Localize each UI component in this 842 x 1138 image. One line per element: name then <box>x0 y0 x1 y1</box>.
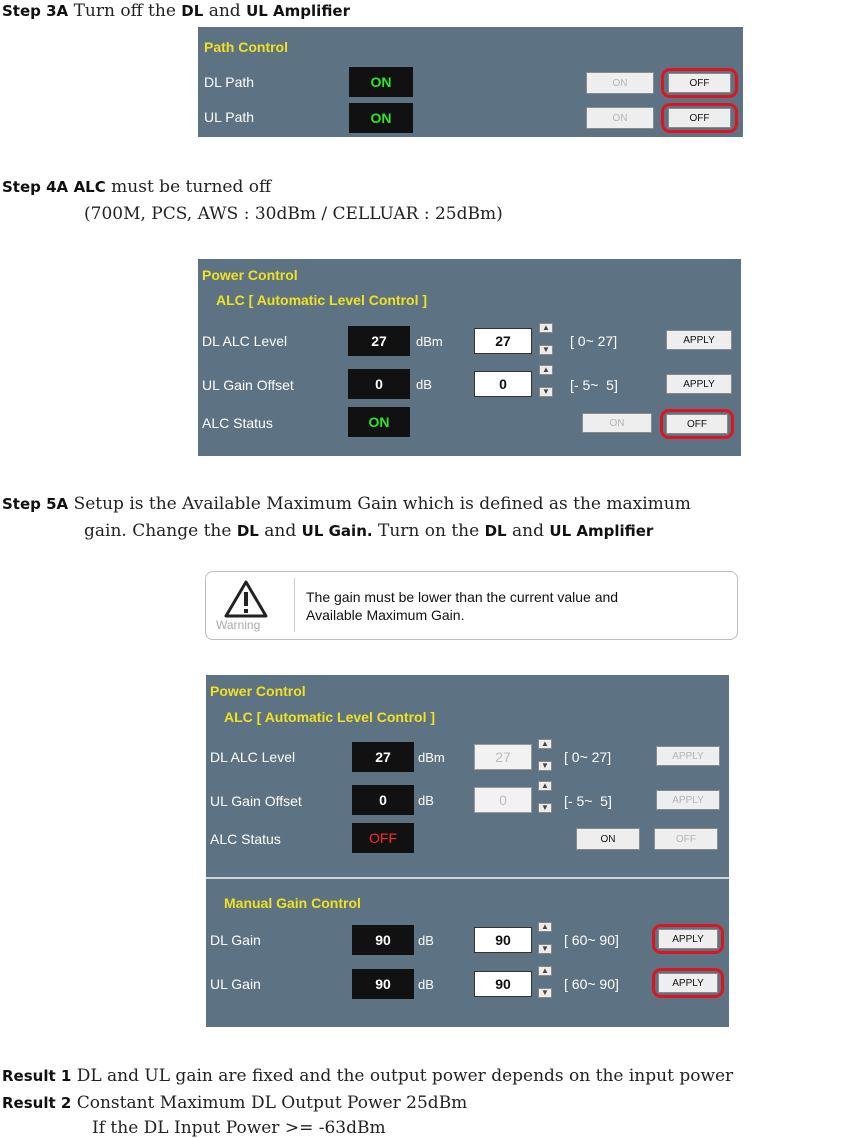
unit-label: dBm <box>418 750 445 765</box>
dl-alc-apply-button[interactable]: APPLY <box>656 746 720 766</box>
panel-title: Power Control <box>210 683 306 699</box>
dl-gain-label: DL Gain <box>210 932 261 948</box>
stepper-up-icon[interactable]: ▲ <box>539 365 553 375</box>
alc-off-button[interactable]: OFF <box>666 414 728 434</box>
dl-alc-apply-button[interactable]: APPLY <box>666 330 732 350</box>
dl-alc-level-value: 27 <box>348 326 410 356</box>
ul-gain-value: 90 <box>352 969 414 999</box>
unit-label: dB <box>416 377 432 392</box>
dl-alc-range: [ 0~ 27] <box>570 333 618 349</box>
stepper-down-icon[interactable]: ▼ <box>538 803 552 813</box>
ul-gain-offset-stepper[interactable] <box>538 781 552 813</box>
dl-path-label: DL Path <box>204 74 255 90</box>
stepper-up-icon[interactable]: ▲ <box>539 323 553 333</box>
dl-alc-stepper[interactable] <box>539 323 553 355</box>
warning-box <box>205 571 738 640</box>
ul-gain-offset-apply-button[interactable]: APPLY <box>656 790 720 810</box>
dl-gain-stepper[interactable] <box>538 922 552 954</box>
manual-gain-title: Manual Gain Control <box>224 895 361 911</box>
power-control-panel-manual <box>206 675 729 1027</box>
panel-title: Power Control <box>202 267 298 283</box>
step-label: Step 4A <box>2 178 69 196</box>
dl-path-status: ON <box>349 67 413 97</box>
unit-label: dB <box>418 933 434 948</box>
ul-path-label: UL Path <box>204 109 255 125</box>
dl-alc-level-value: 27 <box>352 742 414 772</box>
step-5a-line-2: gain. Change the DL and UL Gain. Turn on the DL and UL Amplifier <box>84 521 654 541</box>
unit-label: dBm <box>416 334 443 349</box>
stepper-down-icon[interactable]: ▼ <box>538 988 552 998</box>
result-1-line: Result 1 DL and UL gain are fixed and the output power depends on the input power <box>2 1066 734 1086</box>
alc-status-label: ALC Status <box>202 415 273 431</box>
panel-title: Path Control <box>204 39 288 55</box>
path-control-panel <box>198 27 743 137</box>
dl-gain-apply-button[interactable]: APPLY <box>658 929 718 949</box>
dl-gain-value: 90 <box>352 925 414 955</box>
result-label: Result 1 <box>2 1067 72 1085</box>
section-divider <box>206 877 729 879</box>
ul-gain-offset-range: [- 5~ 5] <box>570 377 618 393</box>
ul-gain-stepper[interactable] <box>538 966 552 998</box>
result-label: Result 2 <box>2 1094 72 1112</box>
ul-gain-offset-label: UL Gain Offset <box>210 793 302 809</box>
dl-alc-level-label: DL ALC Level <box>202 333 288 349</box>
dl-path-on-button[interactable]: ON <box>586 72 654 94</box>
alc-status-value: OFF <box>352 823 414 853</box>
dl-gain-range: [ 60~ 90] <box>564 932 619 948</box>
dl-alc-level-input[interactable]: 27 <box>474 328 532 354</box>
alc-subtitle: ALC [ Automatic Level Control ] <box>216 292 428 308</box>
ul-gain-offset-value: 0 <box>352 785 414 815</box>
unit-label: dB <box>418 977 434 992</box>
ul-gain-offset-input[interactable]: 0 <box>474 371 532 397</box>
ul-gain-offset-label: UL Gain Offset <box>202 377 294 393</box>
alc-on-button[interactable]: ON <box>576 828 640 850</box>
step-label: Step 5A <box>2 495 69 513</box>
alc-off-button[interactable]: OFF <box>654 828 718 850</box>
dl-gain-input[interactable]: 90 <box>474 927 532 953</box>
stepper-up-icon[interactable]: ▲ <box>538 739 552 749</box>
ul-gain-offset-stepper[interactable] <box>539 365 553 397</box>
stepper-down-icon[interactable]: ▼ <box>539 345 553 355</box>
warning-icon-label: Warning <box>216 618 261 632</box>
warning-divider <box>294 578 295 632</box>
stepper-up-icon[interactable]: ▲ <box>538 922 552 932</box>
ul-gain-apply-button[interactable]: APPLY <box>658 973 718 993</box>
dl-path-off-button[interactable]: OFF <box>668 73 731 93</box>
warning-text-2: Available Maximum Gain. <box>306 607 465 623</box>
dl-alc-stepper[interactable] <box>538 739 552 771</box>
ul-gain-input[interactable]: 90 <box>474 971 532 997</box>
dl-alc-level-label: DL ALC Level <box>210 749 296 765</box>
unit-label: dB <box>418 793 434 808</box>
ul-gain-offset-range: [- 5~ 5] <box>564 793 612 809</box>
power-control-panel <box>198 259 741 456</box>
ul-path-status: ON <box>349 103 413 133</box>
result-2-line: Result 2 Constant Maximum DL Output Power 25dBm <box>2 1093 468 1113</box>
ul-gain-offset-input[interactable]: 0 <box>474 787 532 813</box>
ul-gain-range: [ 60~ 90] <box>564 976 619 992</box>
dl-alc-level-input[interactable]: 27 <box>474 744 532 770</box>
dl-alc-range: [ 0~ 27] <box>564 749 612 765</box>
ul-gain-offset-value: 0 <box>348 369 410 399</box>
ul-gain-offset-apply-button[interactable]: APPLY <box>666 374 732 394</box>
ul-path-off-button[interactable]: OFF <box>668 108 731 128</box>
step-4a-detail: (700M, PCS, AWS : 30dBm / CELLUAR : 25dBm) <box>84 204 503 224</box>
step-3a-line: Step 3A Turn off the DL and UL Amplifier <box>2 1 351 21</box>
stepper-up-icon[interactable]: ▲ <box>538 781 552 791</box>
alc-subtitle: ALC [ Automatic Level Control ] <box>224 709 436 725</box>
step-label: Step 3A <box>2 2 69 20</box>
step-4a-line: Step 4A ALC must be turned off <box>2 177 272 197</box>
stepper-up-icon[interactable]: ▲ <box>538 966 552 976</box>
ul-path-on-button[interactable]: ON <box>586 107 654 129</box>
stepper-down-icon[interactable]: ▼ <box>538 944 552 954</box>
stepper-down-icon[interactable]: ▼ <box>538 761 552 771</box>
alc-status-label: ALC Status <box>210 831 281 847</box>
warning-icon <box>224 580 268 618</box>
warning-text-1: The gain must be lower than the current value and <box>306 589 619 605</box>
alc-status-value: ON <box>348 407 410 437</box>
step-5a-line: Step 5A Setup is the Available Maximum Gain which is defined as the maximum <box>2 494 691 514</box>
alc-on-button[interactable]: ON <box>582 413 652 433</box>
ul-gain-label: UL Gain <box>210 976 261 992</box>
stepper-down-icon[interactable]: ▼ <box>539 387 553 397</box>
result-2-condition: If the DL Input Power >= -63dBm <box>92 1118 386 1138</box>
